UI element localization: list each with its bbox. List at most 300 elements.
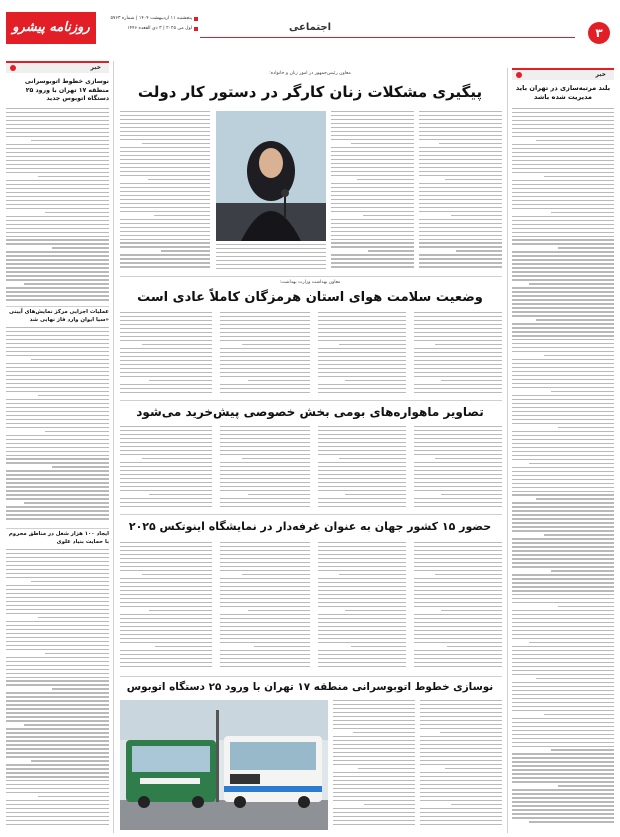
text-line <box>120 658 212 659</box>
text-line <box>512 239 614 240</box>
text-line <box>331 199 414 200</box>
text-line <box>414 336 502 337</box>
text-line <box>339 344 406 345</box>
text-line <box>420 760 502 761</box>
text-line <box>120 650 212 651</box>
text-line <box>512 738 614 739</box>
text-line <box>120 566 212 567</box>
text-line <box>6 363 109 364</box>
text-line <box>6 569 109 570</box>
text-line <box>333 704 415 705</box>
text-line <box>120 626 212 627</box>
text-line <box>6 331 109 332</box>
text-line <box>6 327 109 328</box>
text-line <box>512 483 614 484</box>
text-line <box>512 682 614 683</box>
text-line <box>318 384 406 385</box>
text-line <box>120 340 212 341</box>
text-line <box>512 793 614 794</box>
text-line <box>6 220 109 221</box>
text-line <box>551 212 614 213</box>
text-line <box>419 119 502 120</box>
text-line <box>512 590 614 591</box>
text-line <box>154 215 210 216</box>
text-line <box>318 446 406 447</box>
text-line <box>318 352 406 353</box>
left-story1-body <box>6 108 109 304</box>
text-line <box>333 780 415 781</box>
text-line <box>331 254 414 255</box>
text-line <box>512 471 614 472</box>
headline-5: نوسازی خطوط اتوبوسرانی منطقه ۱۷ تهران با ورود ۲۵ دستگاه اتوبوس <box>126 681 494 693</box>
text-line <box>512 459 614 460</box>
text-line <box>318 434 406 435</box>
text-line <box>414 450 502 451</box>
text-line <box>414 434 502 435</box>
text-line <box>420 816 502 817</box>
text-line <box>512 626 614 627</box>
text-line <box>120 183 210 184</box>
text-line <box>536 678 614 679</box>
text-line <box>318 348 406 349</box>
text-line <box>414 442 502 443</box>
text-line <box>318 542 406 543</box>
text-line <box>512 646 614 647</box>
text-line <box>512 335 614 336</box>
story1-caption-text <box>216 244 326 272</box>
text-line <box>419 131 502 132</box>
text-line <box>435 458 502 459</box>
text-line <box>6 498 109 499</box>
story1-col-left <box>120 111 210 271</box>
text-line <box>149 494 212 495</box>
text-line <box>120 450 212 451</box>
text-line <box>120 554 212 555</box>
text-line <box>414 372 502 373</box>
text-line <box>6 275 109 276</box>
headline-4: حضور ۱۵ کشور جهان به عنوان غرفه‌دار در نمایشگاه اینوتکس ۲۰۲۵ <box>128 520 492 533</box>
text-line <box>6 152 109 153</box>
text-line <box>220 598 310 599</box>
text-line <box>318 618 406 619</box>
story4-body-4 <box>120 542 212 672</box>
text-line <box>512 781 614 782</box>
text-line <box>512 742 614 743</box>
text-line <box>6 585 109 586</box>
text-line <box>512 801 614 802</box>
text-line <box>6 423 109 424</box>
text-line <box>512 200 614 201</box>
text-line <box>419 147 502 148</box>
text-line <box>318 662 406 663</box>
text-line <box>6 486 109 487</box>
text-line <box>331 231 414 232</box>
text-line <box>6 613 109 614</box>
text-line <box>512 399 614 400</box>
top-rule <box>200 37 575 38</box>
text-line <box>6 164 109 165</box>
text-line <box>220 384 310 385</box>
text-line <box>512 168 614 169</box>
text-line <box>512 132 614 133</box>
text-line <box>414 376 502 377</box>
text-line <box>318 650 406 651</box>
text-line <box>512 279 614 280</box>
story2-bottom-rule <box>120 400 502 401</box>
text-line <box>220 454 310 455</box>
text-line <box>318 466 406 467</box>
text-line <box>6 156 109 157</box>
text-line <box>419 123 502 124</box>
text-line <box>318 312 406 313</box>
date-line-1: پنجشنبه ۱۱ اردیبهشت ۱۴۰۴ | شماره ۵۷۶۳ <box>110 16 192 21</box>
text-line <box>220 562 310 563</box>
text-line <box>419 163 502 164</box>
text-line <box>512 506 614 507</box>
story3-bottom-rule <box>120 514 502 515</box>
text-line <box>420 700 502 701</box>
text-line <box>331 239 414 240</box>
text-line <box>6 462 109 463</box>
text-line <box>536 140 614 141</box>
text-line <box>512 435 614 436</box>
text-line <box>445 768 502 769</box>
text-line <box>419 187 502 188</box>
text-line <box>120 590 212 591</box>
text-line <box>331 258 414 259</box>
text-line <box>120 175 210 176</box>
text-line <box>161 250 211 251</box>
text-line <box>120 171 210 172</box>
text-line <box>220 446 310 447</box>
text-line <box>544 714 614 715</box>
text-line <box>331 246 414 247</box>
text-line <box>318 638 406 639</box>
text-line <box>358 768 415 769</box>
text-line <box>120 546 212 547</box>
text-line <box>6 267 109 268</box>
text-line <box>456 250 502 251</box>
text-line <box>120 630 212 631</box>
text-line <box>318 558 406 559</box>
text-line <box>512 467 614 468</box>
text-line <box>318 450 406 451</box>
headline-3: تصاویر ماهواره‌های بومی بخش خصوصی پیش‌خرید می‌شود <box>136 405 484 419</box>
text-line <box>318 630 406 631</box>
text-line <box>6 458 109 459</box>
text-line <box>6 669 109 670</box>
text-line <box>120 191 210 192</box>
text-line <box>512 152 614 153</box>
text-line <box>120 654 212 655</box>
text-line <box>512 765 614 766</box>
text-line <box>414 340 502 341</box>
story3-body-3 <box>220 426 310 510</box>
text-line <box>512 395 614 396</box>
text-line <box>512 172 614 173</box>
text-line <box>512 220 614 221</box>
text-line <box>220 352 310 353</box>
text-line <box>6 295 109 296</box>
text-line <box>318 506 406 507</box>
text-line <box>318 622 406 623</box>
text-line <box>6 255 109 256</box>
text-line <box>318 328 406 329</box>
text-line <box>6 180 109 181</box>
text-line <box>419 223 502 224</box>
left-divider <box>113 61 114 833</box>
text-line <box>318 582 406 583</box>
text-line <box>6 764 109 765</box>
text-line <box>220 586 310 587</box>
text-line <box>31 760 109 761</box>
text-line <box>435 574 502 575</box>
text-line <box>512 546 614 547</box>
text-line <box>120 316 212 317</box>
text-line <box>318 590 406 591</box>
text-line <box>420 800 502 801</box>
text-line <box>220 332 310 333</box>
text-line <box>551 391 614 392</box>
text-line <box>529 821 614 822</box>
text-line <box>318 498 406 499</box>
text-line <box>318 368 406 369</box>
text-line <box>414 582 502 583</box>
text-line <box>414 542 502 543</box>
text-line <box>120 614 212 615</box>
text-line <box>31 140 109 141</box>
text-line <box>414 426 502 427</box>
text-line <box>512 315 614 316</box>
text-line <box>333 728 415 729</box>
text-line <box>220 478 310 479</box>
text-line <box>333 748 415 749</box>
text-line <box>414 554 502 555</box>
text-line <box>142 143 210 144</box>
text-line <box>333 708 415 709</box>
text-line <box>120 586 212 587</box>
text-line <box>419 258 502 259</box>
text-line <box>445 179 502 180</box>
text-line <box>420 788 502 789</box>
text-line <box>6 605 109 606</box>
text-line <box>6 343 109 344</box>
text-line <box>512 196 614 197</box>
text-line <box>512 295 614 296</box>
text-line <box>6 339 109 340</box>
text-line <box>6 792 109 793</box>
text-line <box>6 120 109 121</box>
text-line <box>419 254 502 255</box>
text-line <box>6 148 109 149</box>
text-line <box>120 219 210 220</box>
text-line <box>45 212 109 213</box>
text-line <box>142 458 212 459</box>
text-line <box>220 550 310 551</box>
text-line <box>512 243 614 244</box>
text-line <box>248 494 310 495</box>
text-line <box>220 594 310 595</box>
text-line <box>318 578 406 579</box>
text-line <box>512 112 614 113</box>
text-line <box>318 598 406 599</box>
text-line <box>220 542 310 543</box>
text-line <box>120 254 210 255</box>
text-line <box>512 526 614 527</box>
text-line <box>120 227 210 228</box>
text-line <box>6 243 109 244</box>
text-line <box>331 111 414 112</box>
text-line <box>24 724 109 725</box>
text-line <box>419 159 502 160</box>
text-line <box>216 252 326 253</box>
text-line <box>512 658 614 659</box>
text-line <box>363 215 414 216</box>
text-line <box>318 462 406 463</box>
text-line <box>512 638 614 639</box>
text-line <box>6 633 109 634</box>
text-line <box>512 387 614 388</box>
text-line <box>364 804 415 805</box>
text-line <box>24 283 109 284</box>
text-line <box>331 147 414 148</box>
text-line <box>331 183 414 184</box>
story2-body-3 <box>220 312 310 396</box>
text-line <box>120 598 212 599</box>
text-line <box>6 673 109 674</box>
text-line <box>6 808 109 809</box>
text-line <box>420 724 502 725</box>
text-line <box>6 756 109 757</box>
text-line <box>512 654 614 655</box>
text-line <box>120 462 212 463</box>
buses-photo <box>120 700 328 830</box>
text-line <box>512 419 614 420</box>
text-line <box>6 684 109 685</box>
text-line <box>216 256 326 257</box>
text-line <box>6 565 109 566</box>
text-line <box>120 364 212 365</box>
text-line <box>6 299 109 300</box>
text-line <box>52 688 109 689</box>
text-line <box>512 263 614 264</box>
text-line <box>512 259 614 260</box>
text-line <box>318 336 406 337</box>
text-line <box>120 203 210 204</box>
text-line <box>6 287 109 288</box>
text-line <box>220 474 310 475</box>
text-line <box>451 804 502 805</box>
text-line <box>220 506 310 507</box>
text-line <box>216 268 326 269</box>
tab-label: خبر <box>90 64 101 71</box>
text-line <box>242 574 310 575</box>
text-line <box>318 570 406 571</box>
text-line <box>512 192 614 193</box>
text-line <box>318 438 406 439</box>
text-line <box>512 630 614 631</box>
text-line <box>529 283 614 284</box>
text-line <box>120 324 212 325</box>
text-line <box>6 112 109 113</box>
text-line <box>333 816 415 817</box>
text-line <box>318 614 406 615</box>
text-line <box>6 768 109 769</box>
text-line <box>6 184 109 185</box>
text-line <box>142 344 212 345</box>
text-line <box>6 645 109 646</box>
text-line <box>333 772 415 773</box>
text-line <box>120 562 212 563</box>
text-line <box>216 244 326 245</box>
text-line <box>120 163 210 164</box>
text-line <box>331 195 414 196</box>
text-line <box>512 726 614 727</box>
text-line <box>6 744 109 745</box>
text-line <box>220 368 310 369</box>
text-line <box>512 403 614 404</box>
text-line <box>512 817 614 818</box>
text-line <box>220 486 310 487</box>
text-line <box>333 764 415 765</box>
text-line <box>414 626 502 627</box>
text-line <box>120 558 212 559</box>
text-line <box>318 666 406 667</box>
text-line <box>441 380 502 381</box>
text-line <box>6 625 109 626</box>
text-line <box>512 339 614 340</box>
text-line <box>419 139 502 140</box>
text-line <box>512 232 614 233</box>
text-line <box>120 622 212 623</box>
text-line <box>512 690 614 691</box>
text-line <box>512 323 614 324</box>
text-line <box>441 494 502 495</box>
text-line <box>419 111 502 112</box>
text-line <box>120 111 210 112</box>
text-line <box>544 176 614 177</box>
text-line <box>220 426 310 427</box>
text-line <box>414 614 502 615</box>
story4-body-3 <box>220 542 310 672</box>
text-line <box>512 251 614 252</box>
text-line <box>333 788 415 789</box>
text-line <box>120 438 212 439</box>
text-line <box>220 666 310 667</box>
text-line <box>512 184 614 185</box>
text-line <box>345 494 406 495</box>
text-line <box>120 666 212 667</box>
text-line <box>512 514 614 515</box>
text-line <box>6 470 109 471</box>
text-line <box>318 642 406 643</box>
text-line <box>31 581 109 582</box>
text-line <box>120 266 210 267</box>
text-line <box>120 388 212 389</box>
text-line <box>331 227 414 228</box>
text-line <box>333 800 415 801</box>
text-line <box>512 518 614 519</box>
text-line <box>120 426 212 427</box>
text-line <box>52 247 109 248</box>
story3-body-2 <box>318 426 406 510</box>
text-line <box>414 474 502 475</box>
text-line <box>333 712 415 713</box>
text-line <box>512 144 614 145</box>
text-line <box>333 792 415 793</box>
text-line <box>220 356 310 357</box>
text-line <box>318 562 406 563</box>
